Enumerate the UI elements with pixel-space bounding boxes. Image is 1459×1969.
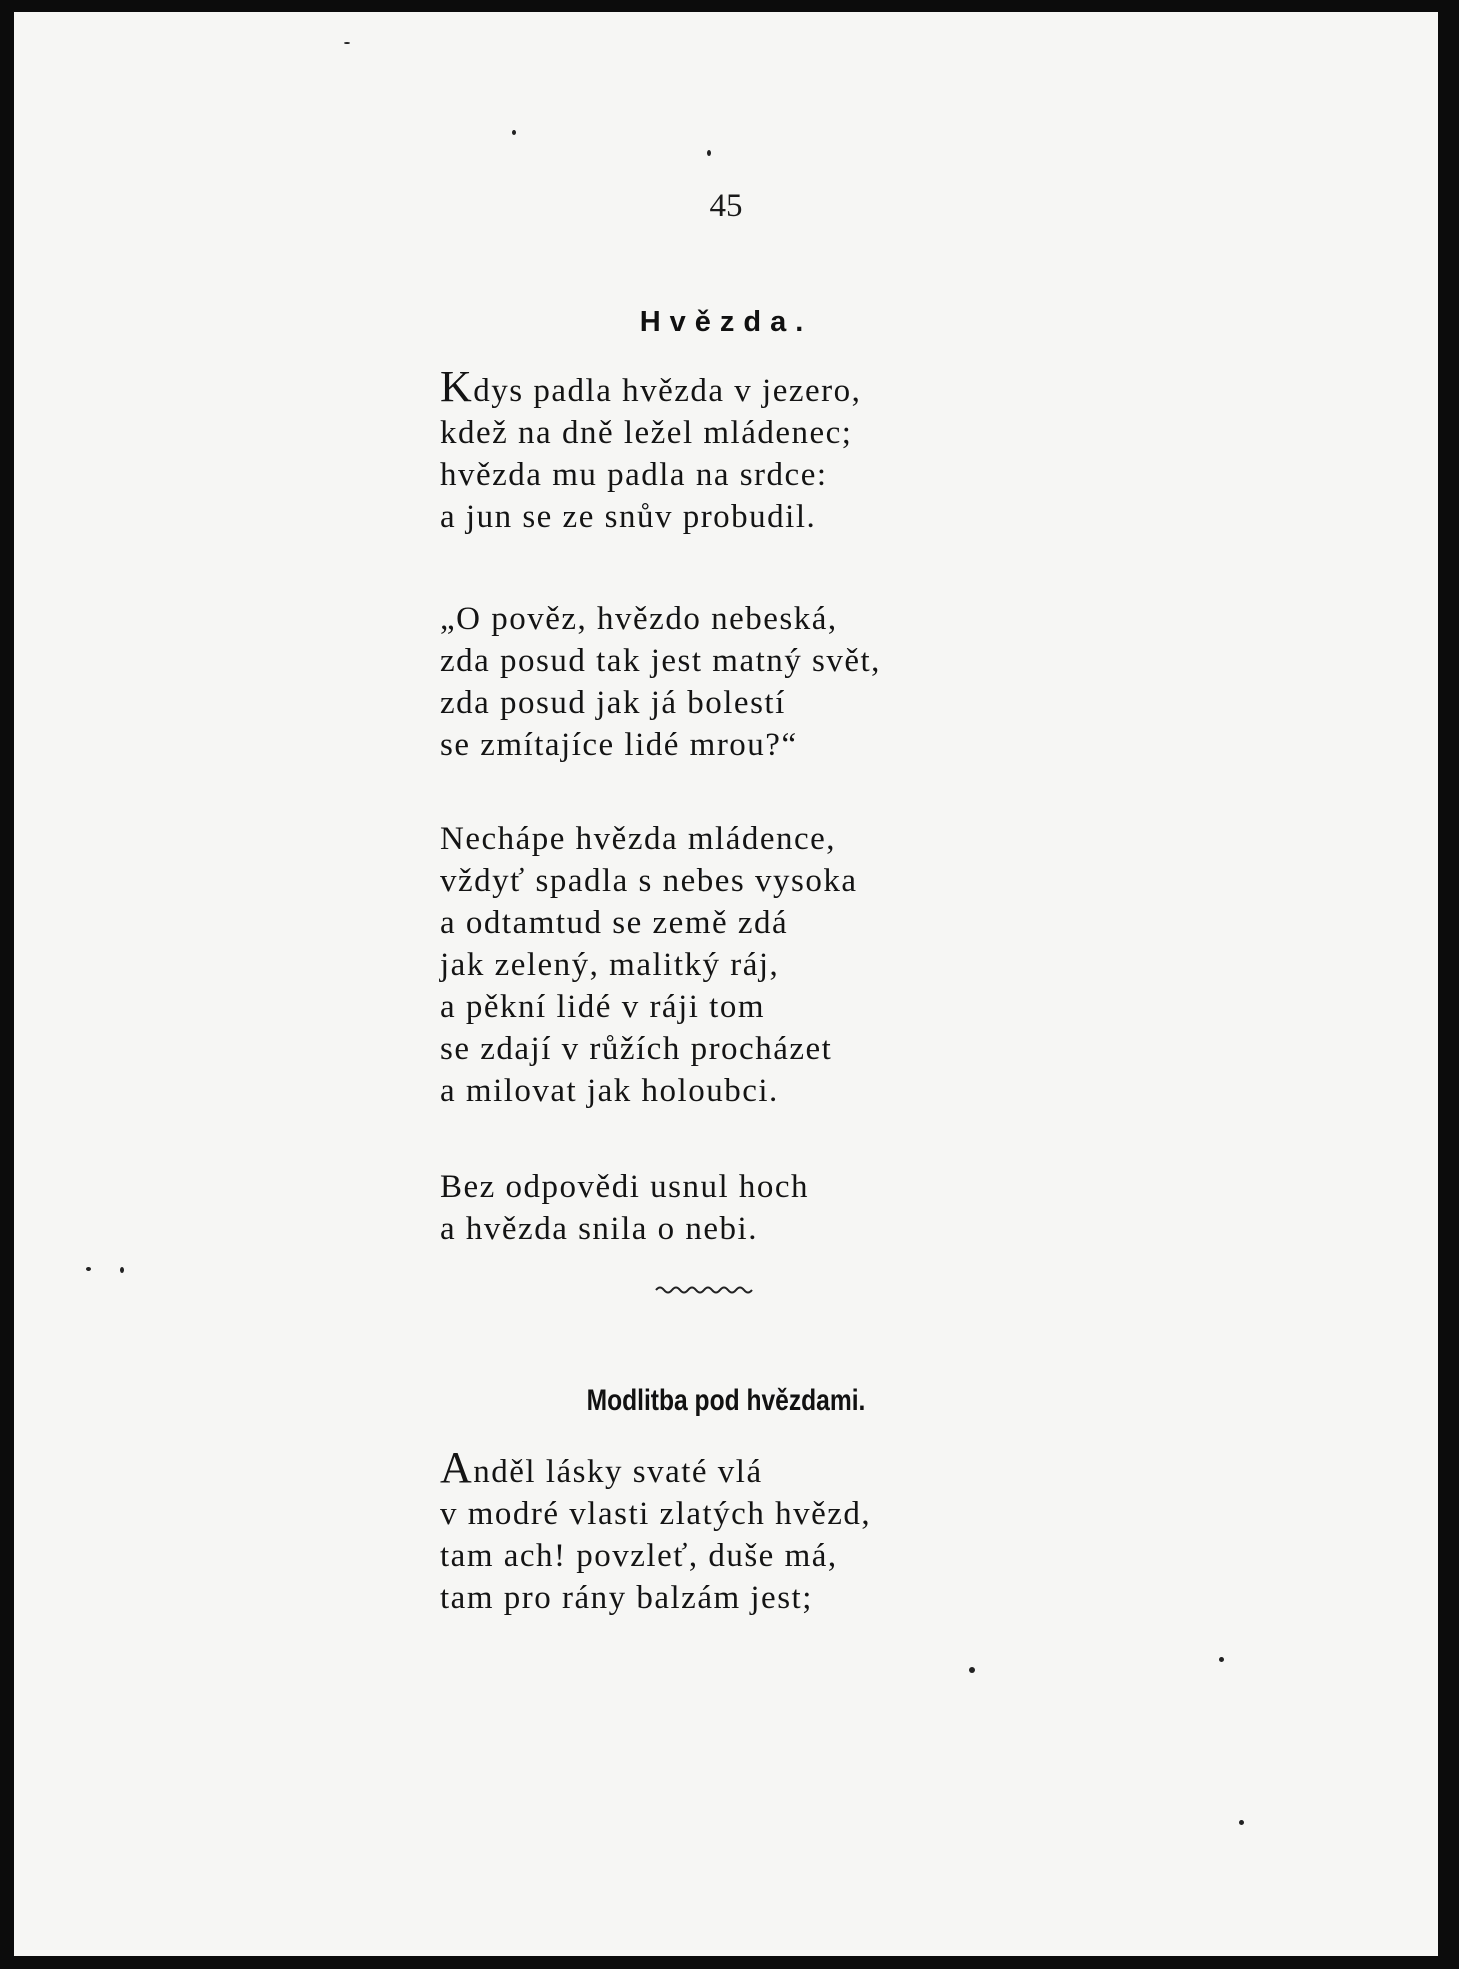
- poem-line: se zmítajíce lidé mrou?“: [440, 727, 798, 763]
- page-number: 45: [709, 188, 743, 224]
- poem-line: zda posud jak já bolestí: [440, 685, 786, 721]
- scan-speck: [969, 1667, 975, 1673]
- initial-letter: K: [440, 362, 474, 411]
- poem-line: [440, 1443, 871, 1493]
- poem-line: vždyť spadla s nebes vysoka: [440, 863, 858, 899]
- poem1-stanza-1: [440, 362, 862, 538]
- scan-speck: [512, 130, 516, 135]
- poem-line: a odtamtud se země zdá: [440, 905, 789, 941]
- poem-line: se zdají v růžích procházet: [440, 1031, 833, 1067]
- poem-line: „O pověz, hvězdo nebeská,: [440, 601, 838, 637]
- poem1-stanza-2: [440, 598, 881, 766]
- poem-line: kdež na dně ležel mládenec;: [440, 415, 853, 451]
- scan-speck: [1219, 1657, 1224, 1662]
- poem-line: a jun se ze snův probudil.: [440, 499, 817, 535]
- poem-line: Nechápe hvězda mládence,: [440, 821, 837, 857]
- poem-line: tam ach! povzleť, duše má,: [440, 1538, 838, 1574]
- poem-line: hvězda mu padla na srdce:: [440, 457, 828, 493]
- poem-line: jak zelený, malitký ráj,: [440, 947, 780, 983]
- poem-line: [440, 362, 862, 412]
- poem2-stanza-1: [440, 1443, 872, 1619]
- initial-letter: A: [440, 1443, 474, 1492]
- scan-speck: [1239, 1820, 1244, 1825]
- poem-line: v modré vlasti zlatých hvězd,: [440, 1496, 872, 1532]
- poem1-stanza-4: [440, 1166, 809, 1250]
- scan-speck: [120, 1267, 124, 1273]
- poem-line: zda posud tak jest matný svět,: [440, 643, 881, 679]
- book-page: [14, 12, 1438, 1956]
- scan-speck: [344, 42, 350, 44]
- poem-title-modlitba: Modlitba pod hvězdami.: [586, 1384, 866, 1417]
- poem-line: a pěkní lidé v ráji tom: [440, 989, 766, 1025]
- poem-line: a hvězda snila o nebi.: [440, 1211, 758, 1247]
- poem-line: Bez odpovědi usnul hoch: [440, 1169, 810, 1205]
- scan-speck: [86, 1267, 91, 1271]
- scan-speck: [707, 150, 711, 156]
- poem-title-hvezda: Hvězda.: [639, 306, 813, 338]
- poem-line: tam pro rány balzám jest;: [440, 1580, 813, 1616]
- poem-line: a milovat jak holoubci.: [440, 1073, 779, 1109]
- line-remainder: dys padla hvězda v jezero,: [473, 373, 862, 409]
- wavy-line-ornament-icon: [654, 1282, 758, 1294]
- poem1-stanza-3: [440, 818, 858, 1112]
- line-remainder: nděl lásky svaté vlá: [473, 1454, 763, 1490]
